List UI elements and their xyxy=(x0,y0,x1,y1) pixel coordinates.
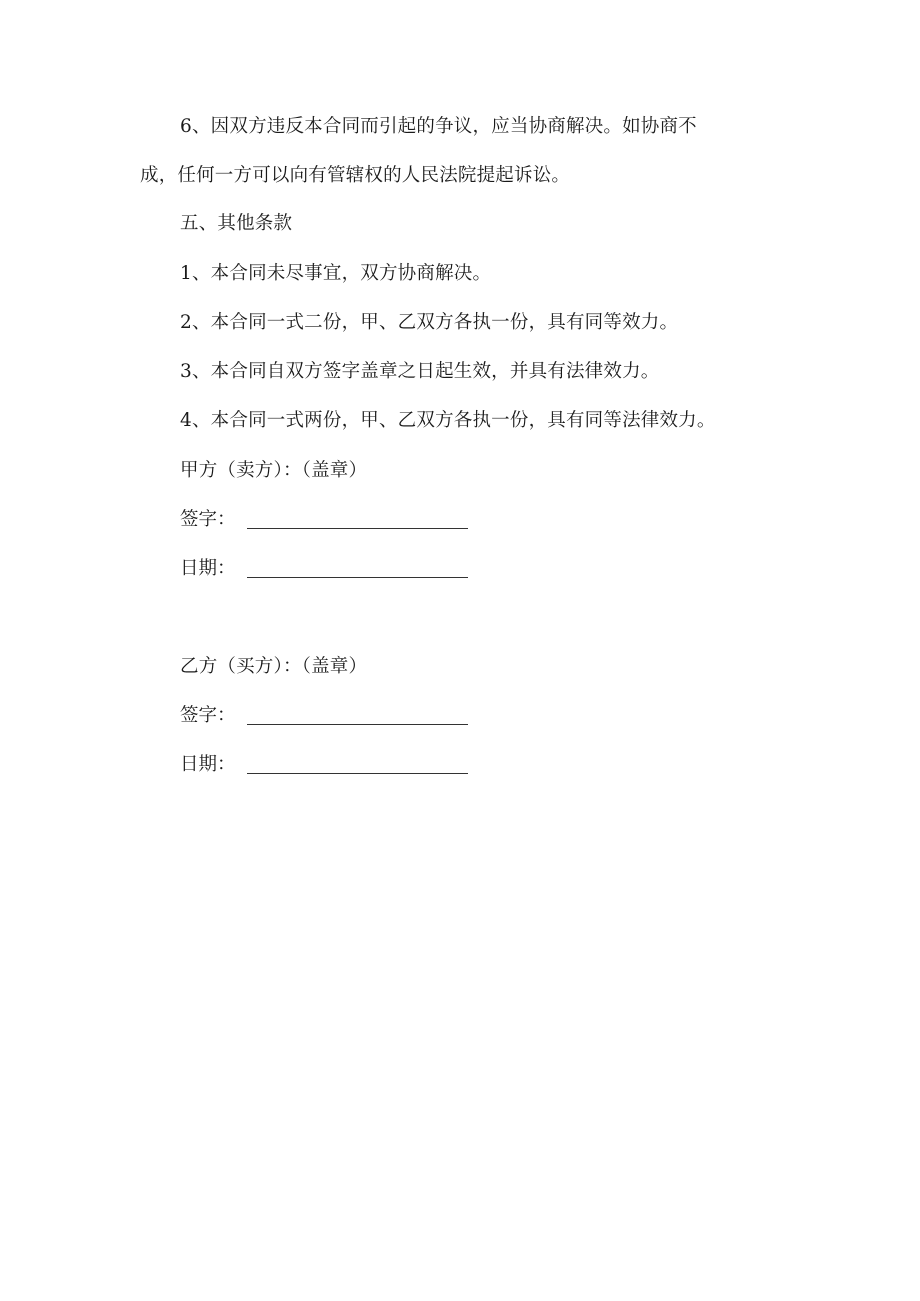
party-b-signature-label: 签字： xyxy=(180,705,236,726)
party-b-signature-row xyxy=(180,703,246,729)
section-5-item-1: 1、本合同未尽事宜，双方协商解决。 xyxy=(180,263,492,284)
section-5-item-4: 4、本合同一式两份，甲、乙双方各执一份，具有同等法律效力。 xyxy=(180,410,716,431)
party-a-signature-row xyxy=(180,507,246,533)
party-a-signature-blank[interactable] xyxy=(247,528,468,529)
party-a-signature-label: 签字： xyxy=(180,509,236,530)
party-b-date-blank[interactable] xyxy=(247,773,468,774)
party-b-date-row xyxy=(180,752,246,778)
party-a-date-row xyxy=(180,556,246,582)
party-a-date-label: 日期： xyxy=(180,558,236,579)
party-b-title: 乙方（买方）：（盖章） xyxy=(180,656,368,677)
section-5-heading: 五、其他条款 xyxy=(180,213,293,234)
party-a-date-blank[interactable] xyxy=(247,577,468,578)
party-a-title: 甲方（卖方）：（盖章） xyxy=(180,460,368,481)
party-b-date-label: 日期： xyxy=(180,754,236,775)
clause-6-line-2: 成，任何一方可以向有管辖权的人民法院提起诉讼。 xyxy=(140,165,571,186)
section-5-item-2: 2、本合同一式二份，甲、乙双方各执一份，具有同等效力。 xyxy=(180,312,679,333)
section-5-item-3: 3、本合同自双方签字盖章之日起生效，并具有法律效力。 xyxy=(180,361,660,382)
party-b-signature-blank[interactable] xyxy=(247,724,468,725)
clause-6-line-1: 6、因双方违反本合同而引起的争议，应当协商解决。如协商不 xyxy=(180,116,697,137)
